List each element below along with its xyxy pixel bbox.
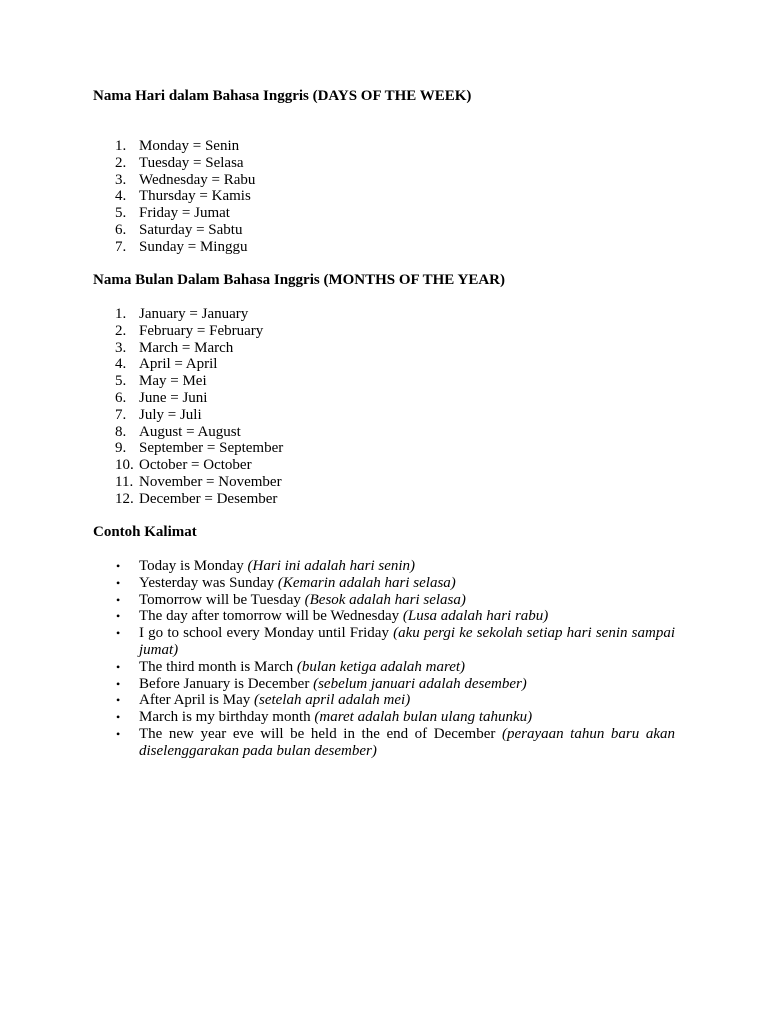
list-item [0,558,768,575]
list-number: 4. [115,188,127,205]
list-number: 5. [115,205,127,222]
list-number: 6. [115,389,127,406]
sentence-text: March is my birthday month [139,709,315,726]
sentence-text: Before January is December [139,675,314,692]
list-number: 3. [115,171,127,188]
sentence-text: The day after tomorrow will be Wednesday [139,608,403,625]
list-number: 4. [115,356,127,373]
list-number: 7. [115,406,127,423]
sentence-text: I go to school every Monday until Friday [139,625,394,642]
list-text: August = August [139,423,241,440]
example-sentence [139,625,675,659]
translation-text: (perayaan tahun baru akan diselenggarakan pada bulan desember) [139,725,675,759]
list-text: January = January [139,306,249,322]
bullet-icon: • [116,626,121,641]
translation-text: (sebelum januari adalah desember) [313,675,527,692]
months-heading: Nama Bulan Dalam Bahasa Inggris (MONTHS OF THE YEAR) [93,272,505,288]
list-item [0,659,768,676]
list-item [0,692,768,709]
translation-text: (Hari ini adalah hari senin) [247,558,416,574]
list-item [0,726,768,760]
example-sentence [139,575,675,592]
list-text: Sunday = Minggu [139,238,248,255]
bullet-icon: • [116,726,121,741]
list-number: 2. [115,322,127,339]
list-number: 8. [115,423,127,440]
list-text: Saturday = Sabtu [139,221,243,238]
sentence-text: The third month is March [139,658,297,675]
sentence-text: After April is May [139,692,254,709]
list-number: 5. [115,373,127,390]
list-text: February = February [139,322,264,339]
list-text: June = Juni [139,389,208,406]
example-sentence [139,709,675,726]
list-text: Monday = Senin [139,138,240,154]
bullet-icon: • [116,609,121,624]
examples-list [0,558,768,760]
translation-text: (Lusa adalah hari rabu) [402,608,549,625]
list-text: May = Mei [139,373,207,390]
example-sentence [139,692,675,709]
list-text: Friday = Jumat [139,205,230,222]
example-sentence [139,659,675,676]
list-number: 7. [115,238,127,255]
list-text: March = March [139,339,234,356]
sentence-text: Today is Monday [139,558,248,574]
example-sentence [139,592,675,609]
days-heading: Nama Hari dalam Bahasa Inggris (DAYS OF THE WEEK) [93,88,472,104]
bullet-icon: • [116,693,121,708]
translation-text: (Besok adalah hari selasa) [304,591,466,608]
bullet-icon: • [116,559,121,573]
list-item [0,676,768,693]
list-item [0,608,768,625]
list-number: 11. [115,473,134,490]
translation-text: (Kemarin adalah hari selasa) [277,574,456,591]
list-number: 9. [115,440,127,457]
bullet-icon: • [116,575,121,590]
bullet-icon: • [116,710,121,725]
sentence-text: Yesterday was Sunday [139,574,278,591]
bullet-icon: • [116,676,121,691]
translation-text: (maret adalah bulan ulang tahunku) [314,709,533,726]
list-number: 3. [115,339,127,356]
list-text: Wednesday = Rabu [139,171,256,188]
example-sentence [139,726,675,760]
bullet-icon: • [116,592,121,607]
list-item [0,592,768,609]
example-sentence [139,676,675,693]
list-text: September = September [139,440,284,457]
example-sentence [139,558,675,575]
translation-text: (aku pergi ke sekolah setiap hari senin sampai jumat) [139,625,676,658]
sentence-text: The new year eve will be held in the end of December [139,725,502,742]
list-number: 12. [115,490,134,507]
list-number: 6. [115,221,127,238]
list-number: 10. [115,457,134,474]
examples-heading: Contoh Kalimat [93,524,197,540]
list-text: November = November [139,473,282,490]
sentence-text: Tomorrow will be Tuesday [139,591,305,608]
list-text: December = Desember [139,490,278,507]
translation-text: (setelah april adalah mei) [253,692,411,709]
list-item [0,575,768,592]
bullet-icon: • [116,659,121,674]
list-number: 2. [115,154,127,171]
translation-text: (bulan ketiga adalah maret) [296,658,466,675]
list-text: July = Juli [139,406,202,423]
list-number: 1. [115,138,127,154]
list-item [0,709,768,726]
example-sentence [139,608,675,625]
list-text: Tuesday = Selasa [139,154,244,171]
list-text: October = October [139,457,252,474]
list-text: Thursday = Kamis [139,188,251,205]
list-item [0,625,768,659]
list-text: April = April [139,356,218,373]
list-number: 1. [115,306,127,322]
